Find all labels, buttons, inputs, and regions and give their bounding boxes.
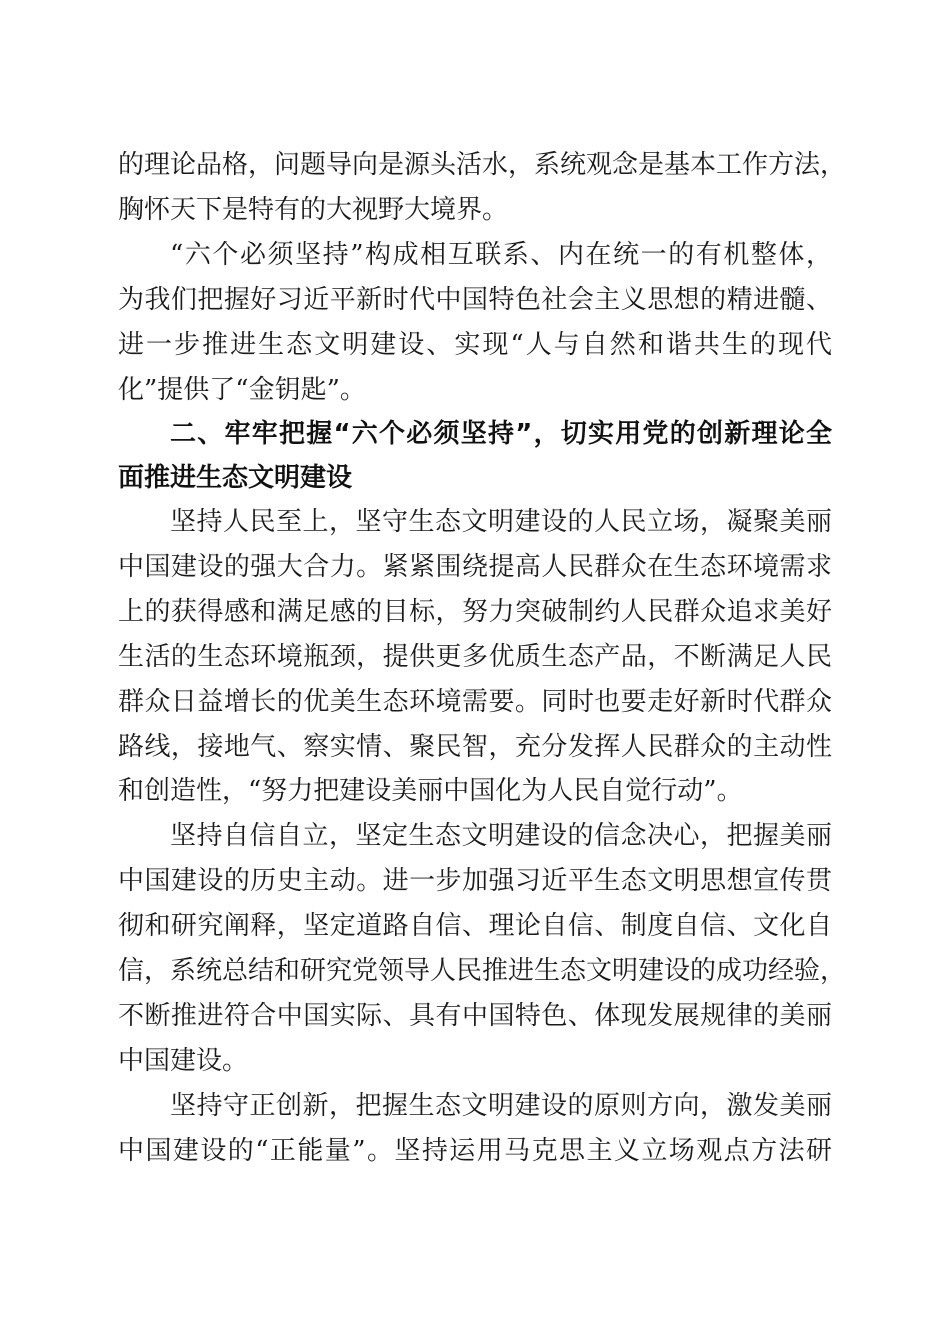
text-line: 中国建设的“正能量”。坚持运用马克思主义立场观点方法研 <box>118 1136 832 1166</box>
text-line: 和创造性，“努力把建设美丽中国化为人民自觉行动”。 <box>118 776 743 806</box>
text-line: 群众日益增长的优美生态环境需要。同时也要走好新时代群众 <box>118 687 832 717</box>
text-line: 坚持守正创新，把握生态文明建设的原则方向，激发美丽 <box>170 1091 832 1121</box>
text-line: 胸怀天下是特有的大视野大境界。 <box>118 195 509 225</box>
text-line: 上的获得感和满足感的目标，努力突破制约人民群众追求美好 <box>118 597 832 627</box>
section-heading: 面推进生态文明建设 <box>118 463 353 493</box>
text-line: 中国建设的历史主动。进一步加强习近平生态文明思想宣传贯 <box>118 866 832 896</box>
text-line: 生活的生态环境瓶颈，提供更多优质生态产品，不断满足人民 <box>118 642 832 672</box>
text-line: 的理论品格，问题导向是源头活水，系统观念是基本工作方法， <box>118 150 847 180</box>
text-line: 路线，接地气、察实情、聚民智，充分发挥人民群众的主动性 <box>118 732 832 762</box>
text-line: 信，系统总结和研究党领导人民推进生态文明建设的成功经验， <box>118 956 847 986</box>
text-line: 中国建设。 <box>118 1046 249 1076</box>
text-line: 坚持人民至上，坚守生态文明建设的人民立场，凝聚美丽 <box>170 507 832 537</box>
text-line: 化”提供了“金钥匙”。 <box>118 375 366 405</box>
text-line: 坚持自信自立，坚定生态文明建设的信念决心，把握美丽 <box>170 821 832 851</box>
text-line: 不断推进符合中国实际、具有中国特色、体现发展规律的美丽 <box>118 1001 832 1031</box>
section-heading: 二、牢牢把握“六个必须坚持”，切实用党的创新理论全 <box>170 419 832 449</box>
text-line: 进一步推进生态文明建设、实现“人与自然和谐共生的现代 <box>118 330 832 360</box>
text-line: 彻和研究阐释，坚定道路自信、理论自信、制度自信、文化自 <box>118 911 832 941</box>
text-line: “六个必须坚持”构成相互联系、内在统一的有机整体， <box>170 240 832 270</box>
text-line: 中国建设的强大合力。紧紧围绕提高人民群众在生态环境需求 <box>118 552 832 582</box>
text-line: 为我们把握好习近平新时代中国特色社会主义思想的精进髓、 <box>118 285 832 315</box>
